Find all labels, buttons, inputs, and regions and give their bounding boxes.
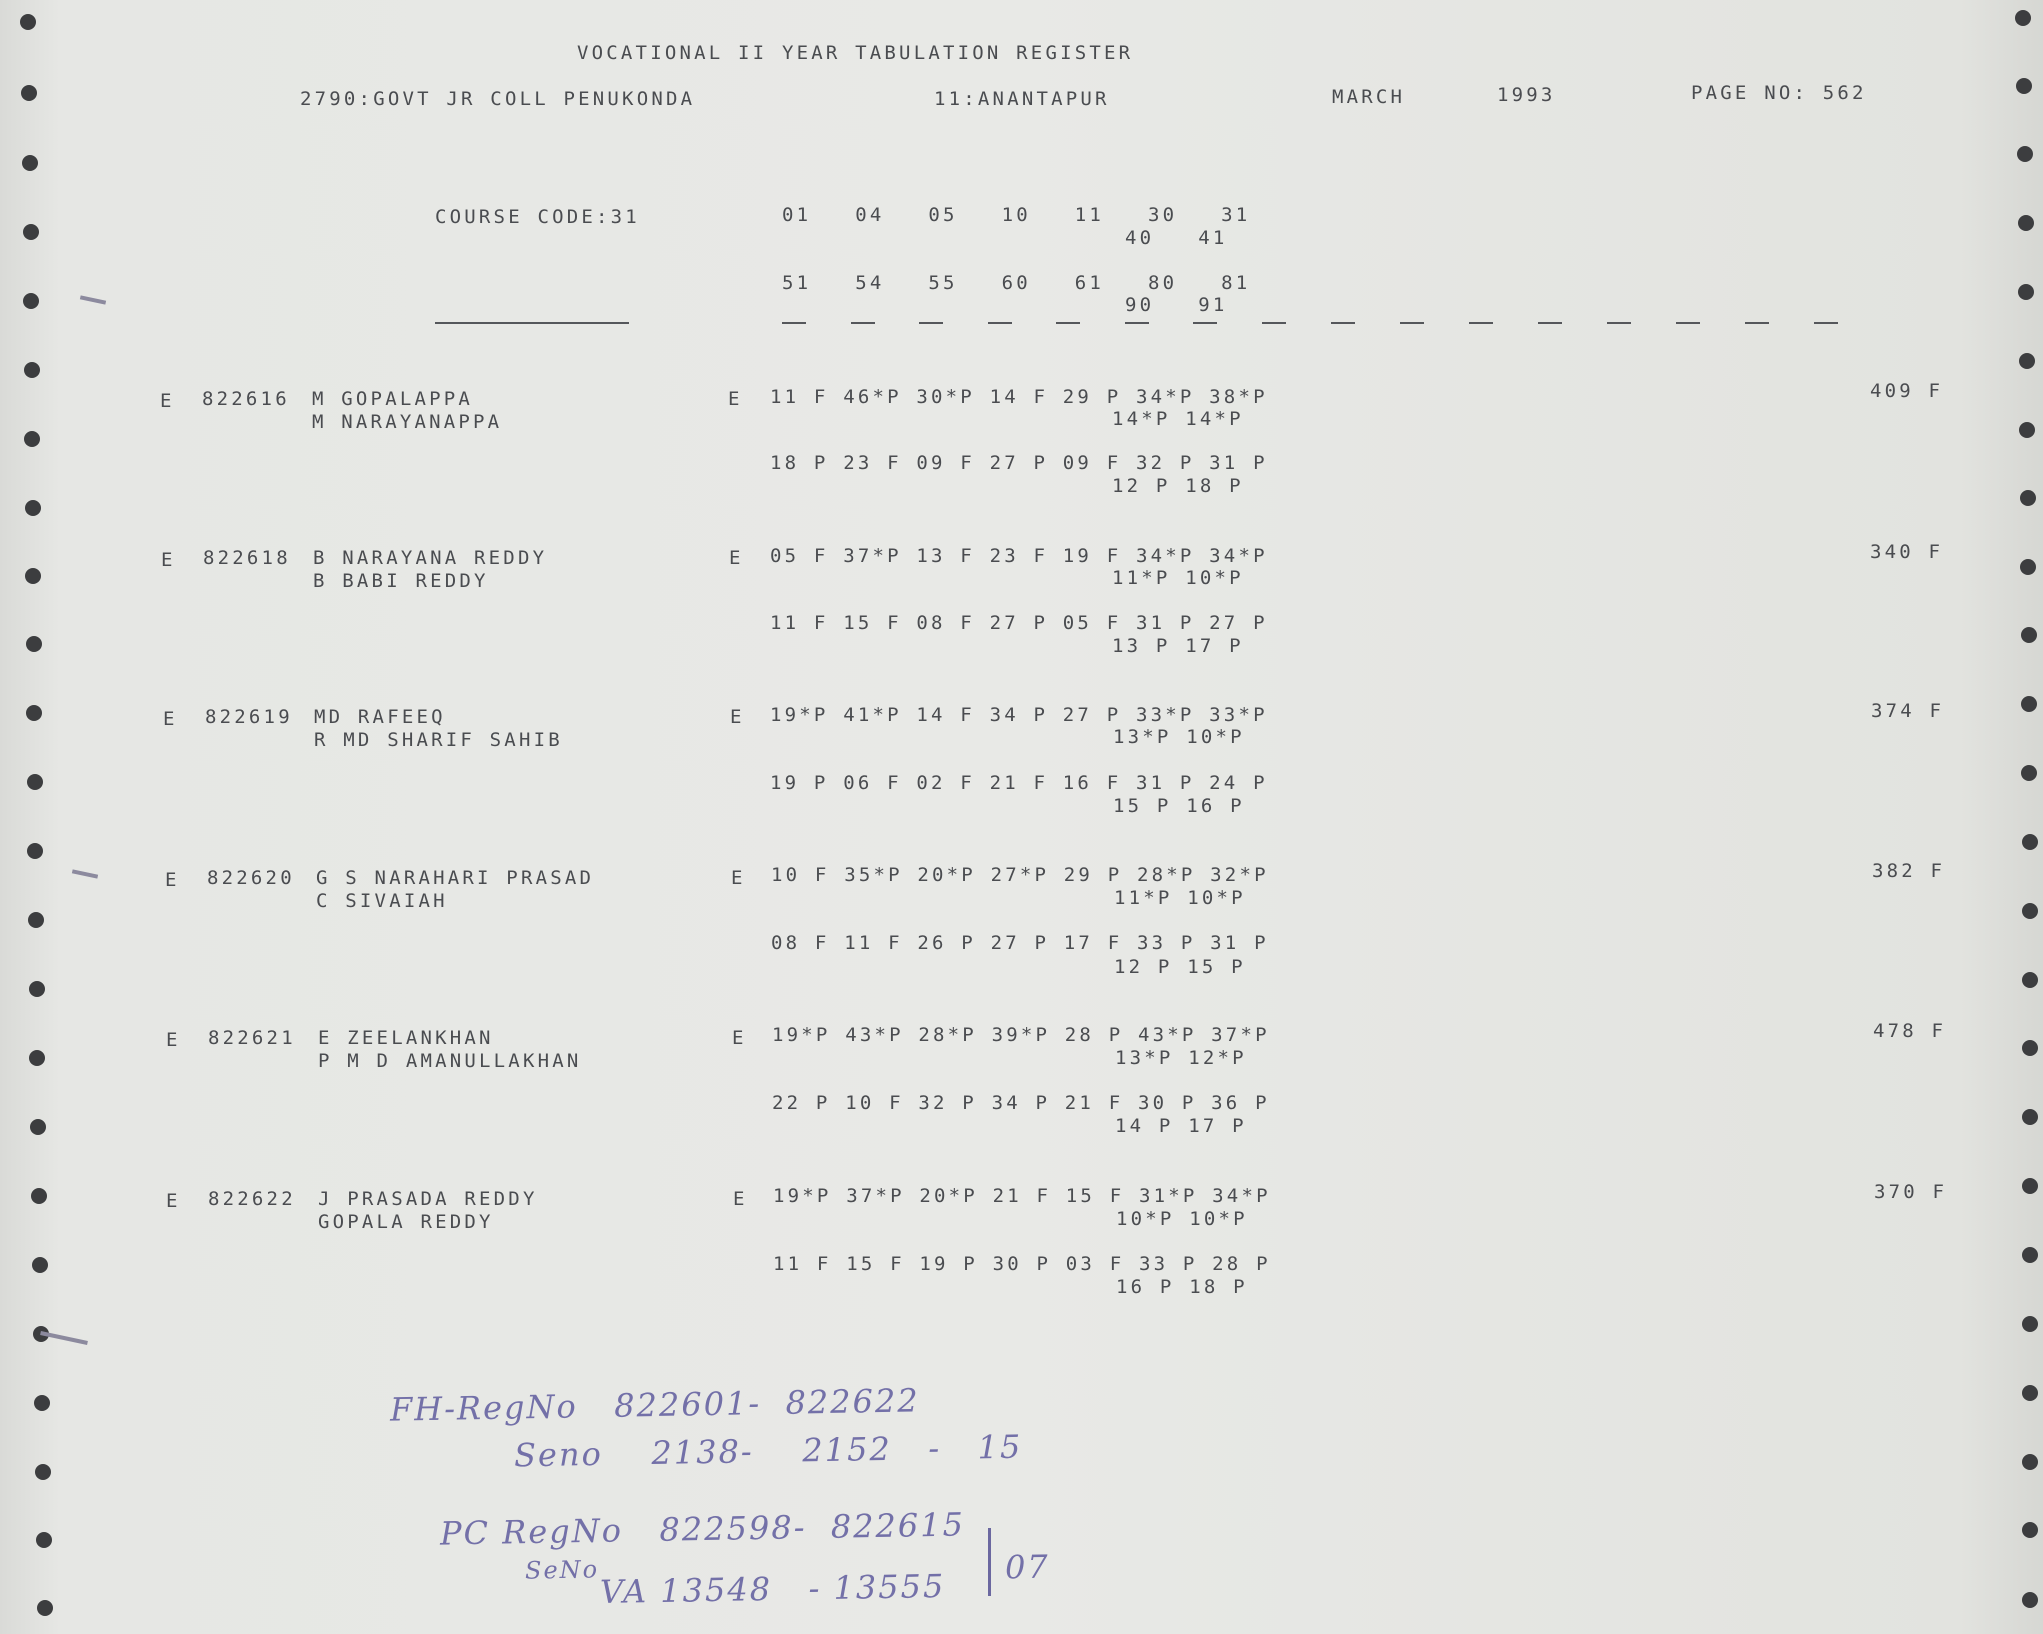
father-name: C SIVAIAH bbox=[316, 890, 448, 912]
marks-part-2-extra: 12 P 18 P bbox=[1112, 475, 1244, 497]
handwritten-note: SeNo bbox=[524, 1555, 600, 1585]
father-name: GOPALA REDDY bbox=[318, 1211, 494, 1233]
student-medium: E bbox=[728, 388, 743, 410]
page-number: PAGE NO: 562 bbox=[1691, 82, 1867, 104]
marks-part-1-extra: 13*P 12*P bbox=[1115, 1047, 1247, 1069]
marks-part-1-extra: 14*P 14*P bbox=[1112, 408, 1244, 430]
subject-codes-row-2: 51 54 55 60 61 80 81 bbox=[782, 272, 1251, 294]
marks-part-2: 08 F 11 F 26 P 27 P 17 F 33 P 31 P bbox=[771, 932, 1269, 954]
handwritten-note: PC RegNo 822598- 822615 bbox=[439, 1505, 966, 1553]
student-medium: E bbox=[729, 547, 744, 569]
marks-part-2: 19 P 06 F 02 F 21 F 16 F 31 P 24 P bbox=[770, 772, 1268, 794]
student-regno: 822620 bbox=[207, 867, 295, 889]
marks-part-1-extra: 11*P 10*P bbox=[1114, 887, 1246, 909]
subject-codes-row-1b: 40 41 bbox=[1125, 227, 1228, 249]
total-result: 409 F bbox=[1870, 380, 1944, 402]
student-regno: 822621 bbox=[208, 1027, 296, 1049]
student-category: E bbox=[163, 708, 178, 730]
total-result: 382 F bbox=[1872, 860, 1946, 882]
marks-part-2-extra: 14 P 17 P bbox=[1115, 1115, 1247, 1137]
student-medium: E bbox=[733, 1188, 748, 1210]
father-name: R MD SHARIF SAHIB bbox=[314, 729, 563, 751]
handwritten-note: VA 13548 - 13555 bbox=[599, 1566, 946, 1612]
student-name: E ZEELANKHAN bbox=[318, 1027, 494, 1049]
handwritten-note: FH-RegNo 822601- 822622 bbox=[389, 1381, 920, 1429]
student-regno: 822618 bbox=[203, 547, 291, 569]
marks-part-1-extra: 10*P 10*P bbox=[1116, 1208, 1248, 1230]
marks-part-1: 19*P 43*P 28*P 39*P 28 P 43*P 37*P bbox=[772, 1024, 1270, 1046]
exam-year: 1993 bbox=[1497, 84, 1556, 106]
subject-codes-row-1: 01 04 05 10 11 30 31 bbox=[782, 204, 1251, 226]
student-name: M GOPALAPPA bbox=[312, 388, 474, 410]
marks-part-2: 11 F 15 F 08 F 27 P 05 F 31 P 27 P bbox=[770, 612, 1268, 634]
student-name: G S NARAHARI PRASAD bbox=[316, 867, 595, 889]
marks-part-1-extra: 13*P 10*P bbox=[1113, 726, 1245, 748]
handwritten-note: 07 bbox=[1004, 1547, 1051, 1587]
student-category: E bbox=[160, 390, 175, 412]
father-name: M NARAYANAPPA bbox=[312, 411, 503, 433]
total-result: 478 F bbox=[1873, 1020, 1947, 1042]
student-regno: 822619 bbox=[205, 706, 293, 728]
student-category: E bbox=[166, 1029, 181, 1051]
student-regno: 822616 bbox=[202, 388, 290, 410]
student-category: E bbox=[166, 1190, 181, 1212]
marks-part-2: 18 P 23 F 09 F 27 P 09 F 32 P 31 P bbox=[770, 452, 1268, 474]
course-code: COURSE CODE:31 bbox=[435, 206, 640, 228]
father-name: P M D AMANULLAKHAN bbox=[318, 1050, 582, 1072]
student-name: J PRASADA REDDY bbox=[318, 1188, 538, 1210]
register-title: VOCATIONAL II YEAR TABULATION REGISTER bbox=[577, 42, 1134, 64]
total-result: 374 F bbox=[1871, 700, 1945, 722]
marks-part-1-extra: 11*P 10*P bbox=[1112, 567, 1244, 589]
marks-part-1: 11 F 46*P 30*P 14 F 29 P 34*P 38*P bbox=[770, 386, 1268, 408]
marks-part-1: 19*P 37*P 20*P 21 F 15 F 31*P 34*P bbox=[773, 1185, 1271, 1207]
pencil-mark bbox=[80, 295, 106, 304]
student-medium: E bbox=[731, 867, 746, 889]
marks-part-2: 22 P 10 F 32 P 34 P 21 F 30 P 36 P bbox=[772, 1092, 1270, 1114]
total-result: 340 F bbox=[1870, 541, 1944, 563]
subject-codes-row-2b: 90 91 bbox=[1125, 294, 1228, 316]
college-name: 2790:GOVT JR COLL PENUKONDA bbox=[300, 88, 696, 110]
student-medium: E bbox=[730, 706, 745, 728]
father-name: B BABI REDDY bbox=[313, 570, 489, 592]
student-category: E bbox=[161, 549, 176, 571]
marks-part-2-extra: 12 P 15 P bbox=[1114, 956, 1246, 978]
student-medium: E bbox=[732, 1027, 747, 1049]
marks-part-1: 05 F 37*P 13 F 23 F 19 F 34*P 34*P bbox=[770, 545, 1268, 567]
student-name: B NARAYANA REDDY bbox=[313, 547, 548, 569]
handwritten-note: Seno 2138- 2152 - 15 bbox=[513, 1427, 1023, 1475]
student-name: MD RAFEEQ bbox=[314, 706, 446, 728]
marks-part-2: 11 F 15 F 19 P 30 P 03 F 33 P 28 P bbox=[773, 1253, 1271, 1275]
exam-month: MARCH bbox=[1332, 86, 1406, 108]
district-name: 11:ANANTAPUR bbox=[934, 88, 1110, 110]
handwritten-separator bbox=[988, 1528, 991, 1596]
marks-part-2-extra: 16 P 18 P bbox=[1116, 1276, 1248, 1298]
total-result: 370 F bbox=[1874, 1181, 1948, 1203]
marks-part-1: 10 F 35*P 20*P 27*P 29 P 28*P 32*P bbox=[771, 864, 1269, 886]
marks-part-2-extra: 15 P 16 P bbox=[1113, 795, 1245, 817]
marks-part-1: 19*P 41*P 14 F 34 P 27 P 33*P 33*P bbox=[770, 704, 1268, 726]
pencil-mark bbox=[72, 869, 98, 878]
student-regno: 822622 bbox=[208, 1188, 296, 1210]
marks-part-2-extra: 13 P 17 P bbox=[1112, 635, 1244, 657]
student-category: E bbox=[165, 869, 180, 891]
